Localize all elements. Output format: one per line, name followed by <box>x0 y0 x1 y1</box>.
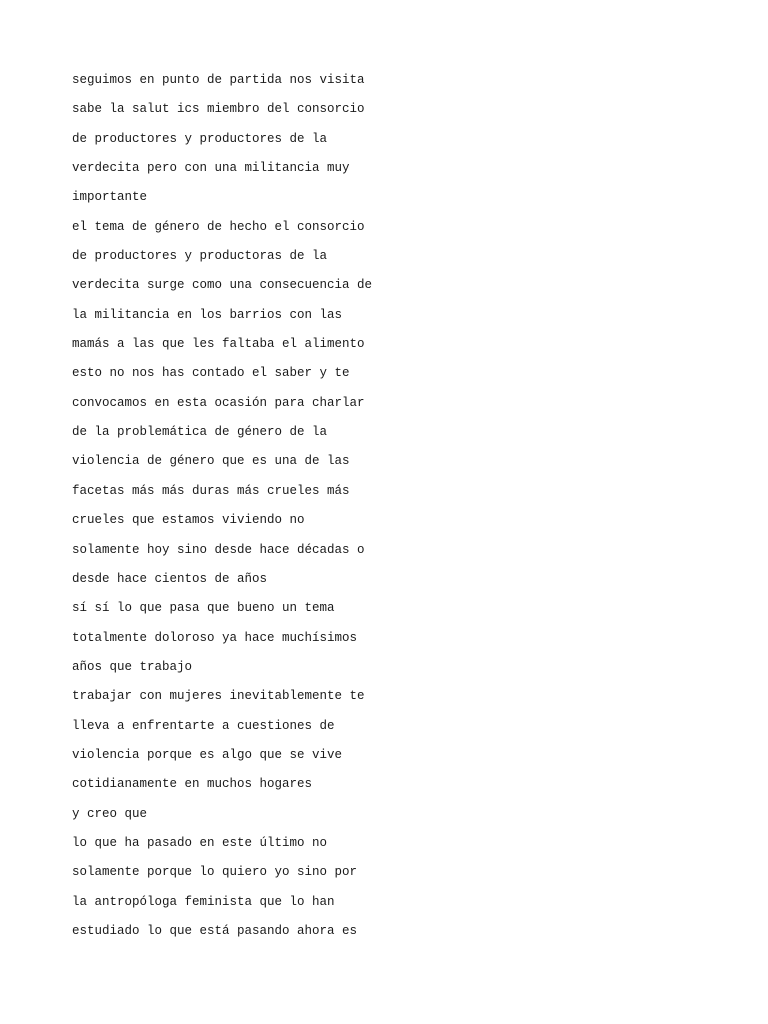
text-line: convocamos en esta ocasión para charlar <box>72 395 365 410</box>
text-line: solamente porque lo quiero yo sino por <box>72 865 358 880</box>
text-line: sí sí lo que pasa que bueno un tema <box>72 601 335 616</box>
text-line: lo que ha pasado en este último no <box>72 835 328 850</box>
text-line: solamente hoy sino desde hace décadas o <box>72 542 365 557</box>
text-line: y creo que <box>72 806 148 821</box>
text-line: mamás a las que les faltaba el alimento <box>72 337 365 352</box>
transcript-text <box>72 70 712 950</box>
text-line: de productores y productoras de la <box>72 249 328 264</box>
text-line: sabe la salut ics miembro del consorcio <box>72 102 365 117</box>
text-line: lleva a enfrentarte a cuestiones de <box>72 718 335 733</box>
text-line: verdecita surge como una consecuencia de <box>72 278 373 293</box>
text-line: trabajar con mujeres inevitablemente te <box>72 689 365 704</box>
text-line: la militancia en los barrios con las <box>72 307 343 322</box>
text-line: verdecita pero con una militancia muy <box>72 161 350 176</box>
text-line: facetas más más duras más crueles más <box>72 483 350 498</box>
text-line: desde hace cientos de años <box>72 571 268 586</box>
text-line: de la problemática de género de la <box>72 425 328 440</box>
text-line: el tema de género de hecho el consorcio <box>72 219 365 234</box>
text-line: cotidianamente en muchos hogares <box>72 777 313 792</box>
text-line: años que trabajo <box>72 659 193 674</box>
text-line: la antropóloga feminista que lo han <box>72 894 335 909</box>
text-line: estudiado lo que está pasando ahora es <box>72 923 358 938</box>
text-line: violencia porque es algo que se vive <box>72 747 343 762</box>
text-line: importante <box>72 190 148 205</box>
text-line: totalmente doloroso ya hace muchísimos <box>72 630 358 645</box>
text-line: violencia de género que es una de las <box>72 454 350 469</box>
text-line: de productores y productores de la <box>72 131 328 146</box>
text-line: seguimos en punto de partida nos visita <box>72 73 365 87</box>
text-line: esto no nos has contado el saber y te <box>72 366 350 381</box>
text-line: crueles que estamos viviendo no <box>72 513 305 528</box>
